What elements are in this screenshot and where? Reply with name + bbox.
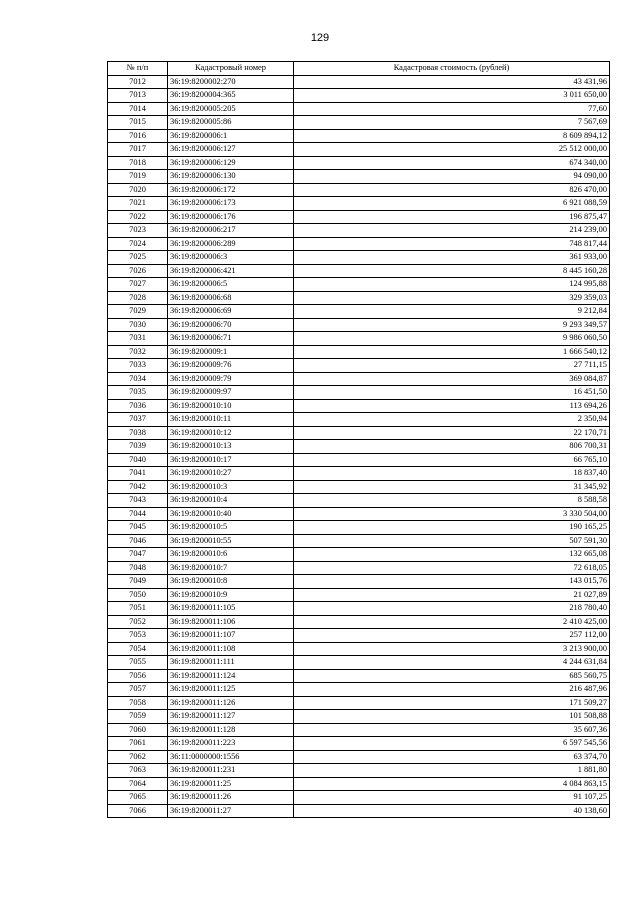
row-number-cell: 7046 — [108, 534, 168, 548]
row-number-cell: 7065 — [108, 791, 168, 805]
row-number-cell: 7027 — [108, 278, 168, 292]
table-row — [108, 548, 610, 562]
cadastral-value-cell: 94 090,00 — [294, 170, 610, 184]
row-number-cell: 7028 — [108, 291, 168, 305]
cadastral-value-cell: 21 027,89 — [294, 588, 610, 602]
cadastral-value-cell: 507 591,30 — [294, 534, 610, 548]
table-body — [108, 75, 610, 818]
cadastral-number-cell: 36:19:8200010:7 — [168, 561, 294, 575]
row-number-cell: 7039 — [108, 440, 168, 454]
row-number-cell: 7037 — [108, 413, 168, 427]
row-number-cell: 7045 — [108, 521, 168, 535]
table-row — [108, 183, 610, 197]
cadastral-value-cell: 8 588,58 — [294, 494, 610, 508]
cadastral-value-cell: 3 330 504,00 — [294, 507, 610, 521]
table-row — [108, 305, 610, 319]
cadastral-number-cell: 36:19:8200005:86 — [168, 116, 294, 130]
cadastral-number-cell: 36:19:8200011:107 — [168, 629, 294, 643]
row-number-cell: 7032 — [108, 345, 168, 359]
table-row — [108, 710, 610, 724]
cadastral-number-cell: 36:19:8200006:3 — [168, 251, 294, 265]
row-number-cell: 7036 — [108, 399, 168, 413]
row-number-cell: 7043 — [108, 494, 168, 508]
cadastral-number-cell: 36:19:8200010:4 — [168, 494, 294, 508]
cadastral-value-cell: 214 239,00 — [294, 224, 610, 238]
table-row — [108, 453, 610, 467]
cadastral-value-cell: 6 921 088,59 — [294, 197, 610, 211]
cadastral-value-cell: 124 995,88 — [294, 278, 610, 292]
table-row — [108, 264, 610, 278]
cadastral-value-cell: 43 431,96 — [294, 75, 610, 89]
row-number-cell: 7021 — [108, 197, 168, 211]
table-row — [108, 642, 610, 656]
column-header-cadastral-value: Кадастровая стоимость (рублей) — [294, 62, 610, 76]
cadastral-value-cell: 216 487,96 — [294, 683, 610, 697]
cadastral-number-cell: 36:19:8200006:68 — [168, 291, 294, 305]
cadastral-value-cell: 196 875,47 — [294, 210, 610, 224]
table-row — [108, 170, 610, 184]
row-number-cell: 7013 — [108, 89, 168, 103]
cadastral-number-cell: 36:19:8200010:10 — [168, 399, 294, 413]
table-row — [108, 251, 610, 265]
table-row — [108, 156, 610, 170]
cadastral-value-cell: 91 107,25 — [294, 791, 610, 805]
cadastral-value-cell: 361 933,00 — [294, 251, 610, 265]
table-row — [108, 656, 610, 670]
cadastral-number-cell: 36:19:8200010:6 — [168, 548, 294, 562]
cadastral-value-cell: 31 345,92 — [294, 480, 610, 494]
cadastral-value-cell: 748 817,44 — [294, 237, 610, 251]
cadastral-number-cell: 36:19:8200002:270 — [168, 75, 294, 89]
cadastral-number-cell: 36:19:8200010:5 — [168, 521, 294, 535]
table-row — [108, 102, 610, 116]
cadastral-number-cell: 36:19:8200009:97 — [168, 386, 294, 400]
cadastral-value-cell: 826 470,00 — [294, 183, 610, 197]
table-row — [108, 777, 610, 791]
cadastral-number-cell: 36:11:0000000:1556 — [168, 750, 294, 764]
cadastral-number-cell: 36:19:8200010:11 — [168, 413, 294, 427]
cadastral-value-cell: 4 084 863,15 — [294, 777, 610, 791]
cadastral-value-cell: 2 410 425,00 — [294, 615, 610, 629]
table-row — [108, 602, 610, 616]
row-number-cell: 7033 — [108, 359, 168, 373]
table-row — [108, 413, 610, 427]
table-row — [108, 480, 610, 494]
cadastral-value-cell: 72 618,05 — [294, 561, 610, 575]
row-number-cell: 7056 — [108, 669, 168, 683]
cadastral-number-cell: 36:19:8200011:223 — [168, 737, 294, 751]
table-row — [108, 278, 610, 292]
row-number-cell: 7064 — [108, 777, 168, 791]
cadastral-number-cell: 36:19:8200011:111 — [168, 656, 294, 670]
cadastral-number-cell: 36:19:8200011:127 — [168, 710, 294, 724]
cadastral-value-cell: 806 700,31 — [294, 440, 610, 454]
cadastral-value-cell: 7 567,69 — [294, 116, 610, 130]
row-number-cell: 7062 — [108, 750, 168, 764]
cadastral-number-cell: 36:19:8200010:8 — [168, 575, 294, 589]
row-number-cell: 7031 — [108, 332, 168, 346]
row-number-cell: 7024 — [108, 237, 168, 251]
cadastral-number-cell: 36:19:8200010:13 — [168, 440, 294, 454]
table-row — [108, 75, 610, 89]
cadastral-number-cell: 36:19:8200011:105 — [168, 602, 294, 616]
cadastral-number-cell: 36:19:8200006:127 — [168, 143, 294, 157]
cadastral-value-cell: 674 340,00 — [294, 156, 610, 170]
cadastral-number-cell: 36:19:8200009:1 — [168, 345, 294, 359]
cadastral-number-cell: 36:19:8200004:365 — [168, 89, 294, 103]
cadastral-value-cell: 1 666 540,12 — [294, 345, 610, 359]
row-number-cell: 7030 — [108, 318, 168, 332]
cadastral-value-cell: 143 015,76 — [294, 575, 610, 589]
cadastral-number-cell: 36:19:8200011:125 — [168, 683, 294, 697]
row-number-cell: 7059 — [108, 710, 168, 724]
cadastral-value-cell: 27 711,15 — [294, 359, 610, 373]
cadastral-value-cell: 9 212,84 — [294, 305, 610, 319]
cadastral-number-cell: 36:19:8200009:76 — [168, 359, 294, 373]
row-number-cell: 7022 — [108, 210, 168, 224]
row-number-cell: 7057 — [108, 683, 168, 697]
table-row — [108, 318, 610, 332]
row-number-cell: 7042 — [108, 480, 168, 494]
table-row — [108, 467, 610, 481]
table-row — [108, 507, 610, 521]
table-row — [108, 494, 610, 508]
table-row — [108, 575, 610, 589]
table-row — [108, 534, 610, 548]
table-row — [108, 332, 610, 346]
table-row — [108, 291, 610, 305]
cadastral-number-cell: 36:19:8200006:176 — [168, 210, 294, 224]
table-row — [108, 683, 610, 697]
table-row — [108, 669, 610, 683]
cadastral-number-cell: 36:19:8200011:126 — [168, 696, 294, 710]
table-row — [108, 129, 610, 143]
cadastral-value-cell: 77,60 — [294, 102, 610, 116]
cadastral-number-cell: 36:19:8200010:55 — [168, 534, 294, 548]
cadastral-number-cell: 36:19:8200010:40 — [168, 507, 294, 521]
table-row — [108, 629, 610, 643]
cadastral-number-cell: 36:19:8200011:128 — [168, 723, 294, 737]
row-number-cell: 7047 — [108, 548, 168, 562]
table-row — [108, 723, 610, 737]
table-row — [108, 143, 610, 157]
table-header-row — [108, 62, 610, 76]
cadastral-value-cell: 25 512 000,00 — [294, 143, 610, 157]
cadastral-value-cell: 66 765,10 — [294, 453, 610, 467]
row-number-cell: 7034 — [108, 372, 168, 386]
row-number-cell: 7066 — [108, 804, 168, 818]
cadastral-value-cell: 6 597 545,56 — [294, 737, 610, 751]
cadastral-value-cell: 171 509,27 — [294, 696, 610, 710]
row-number-cell: 7050 — [108, 588, 168, 602]
cadastral-value-table — [107, 61, 610, 818]
row-number-cell: 7017 — [108, 143, 168, 157]
cadastral-value-cell: 2 350,94 — [294, 413, 610, 427]
cadastral-number-cell: 36:19:8200006:1 — [168, 129, 294, 143]
cadastral-value-cell: 369 084,87 — [294, 372, 610, 386]
row-number-cell: 7040 — [108, 453, 168, 467]
cadastral-number-cell: 36:19:8200006:70 — [168, 318, 294, 332]
row-number-cell: 7051 — [108, 602, 168, 616]
table-row — [108, 615, 610, 629]
cadastral-value-cell: 4 244 631,84 — [294, 656, 610, 670]
cadastral-number-cell: 36:19:8200011:26 — [168, 791, 294, 805]
row-number-cell: 7061 — [108, 737, 168, 751]
cadastral-number-cell: 36:19:8200006:71 — [168, 332, 294, 346]
row-number-cell: 7054 — [108, 642, 168, 656]
cadastral-number-cell: 36:19:8200006:421 — [168, 264, 294, 278]
table-row — [108, 386, 610, 400]
cadastral-number-cell: 36:19:8200010:17 — [168, 453, 294, 467]
row-number-cell: 7058 — [108, 696, 168, 710]
row-number-cell: 7018 — [108, 156, 168, 170]
cadastral-value-cell: 35 607,36 — [294, 723, 610, 737]
row-number-cell: 7023 — [108, 224, 168, 238]
row-number-cell: 7049 — [108, 575, 168, 589]
cadastral-value-cell: 685 560,75 — [294, 669, 610, 683]
row-number-cell: 7026 — [108, 264, 168, 278]
cadastral-number-cell: 36:19:8200006:289 — [168, 237, 294, 251]
column-header-cadastral-number: Кадастровый номер — [168, 62, 294, 76]
row-number-cell: 7035 — [108, 386, 168, 400]
cadastral-number-cell: 36:19:8200011:27 — [168, 804, 294, 818]
cadastral-number-cell: 36:19:8200006:69 — [168, 305, 294, 319]
row-number-cell: 7038 — [108, 426, 168, 440]
table-row — [108, 399, 610, 413]
table-row — [108, 197, 610, 211]
cadastral-value-cell: 3 011 650,00 — [294, 89, 610, 103]
table-row — [108, 345, 610, 359]
cadastral-number-cell: 36:19:8200006:173 — [168, 197, 294, 211]
cadastral-value-cell: 190 165,25 — [294, 521, 610, 535]
cadastral-number-cell: 36:19:8200006:5 — [168, 278, 294, 292]
row-number-cell: 7055 — [108, 656, 168, 670]
cadastral-number-cell: 36:19:8200011:124 — [168, 669, 294, 683]
row-number-cell: 7016 — [108, 129, 168, 143]
row-number-cell: 7053 — [108, 629, 168, 643]
table-row — [108, 89, 610, 103]
table-row — [108, 804, 610, 818]
table-row — [108, 750, 610, 764]
table-row — [108, 521, 610, 535]
cadastral-number-cell: 36:19:8200006:129 — [168, 156, 294, 170]
cadastral-number-cell: 36:19:8200011:108 — [168, 642, 294, 656]
cadastral-value-cell: 40 138,60 — [294, 804, 610, 818]
table-row — [108, 372, 610, 386]
cadastral-value-cell: 22 170,71 — [294, 426, 610, 440]
cadastral-value-cell: 101 508,88 — [294, 710, 610, 724]
cadastral-value-cell: 9 986 060,50 — [294, 332, 610, 346]
cadastral-value-cell: 257 112,00 — [294, 629, 610, 643]
cadastral-number-cell: 36:19:8200010:9 — [168, 588, 294, 602]
table-row — [108, 764, 610, 778]
table-row — [108, 737, 610, 751]
page-number: 129 — [310, 32, 330, 44]
row-number-cell: 7020 — [108, 183, 168, 197]
cadastral-value-cell: 8 609 894,12 — [294, 129, 610, 143]
table-row — [108, 561, 610, 575]
row-number-cell: 7015 — [108, 116, 168, 130]
cadastral-value-cell: 18 837,40 — [294, 467, 610, 481]
row-number-cell: 7025 — [108, 251, 168, 265]
cadastral-number-cell: 36:19:8200006:217 — [168, 224, 294, 238]
table-row — [108, 210, 610, 224]
cadastral-value-cell: 63 374,70 — [294, 750, 610, 764]
row-number-cell: 7060 — [108, 723, 168, 737]
table-row — [108, 440, 610, 454]
table-row — [108, 791, 610, 805]
row-number-cell: 7012 — [108, 75, 168, 89]
cadastral-number-cell: 36:19:8200011:231 — [168, 764, 294, 778]
row-number-cell: 7014 — [108, 102, 168, 116]
column-header-number: № п/п — [108, 62, 168, 76]
cadastral-number-cell: 36:19:8200010:3 — [168, 480, 294, 494]
row-number-cell: 7041 — [108, 467, 168, 481]
row-number-cell: 7029 — [108, 305, 168, 319]
cadastral-value-cell: 3 213 900,00 — [294, 642, 610, 656]
cadastral-value-cell: 113 694,26 — [294, 399, 610, 413]
table-row — [108, 588, 610, 602]
table-row — [108, 359, 610, 373]
table-row — [108, 696, 610, 710]
row-number-cell: 7063 — [108, 764, 168, 778]
cadastral-value-cell: 329 359,03 — [294, 291, 610, 305]
cadastral-value-cell: 9 293 349,57 — [294, 318, 610, 332]
cadastral-value-cell: 1 881,80 — [294, 764, 610, 778]
table-row — [108, 224, 610, 238]
cadastral-number-cell: 36:19:8200006:130 — [168, 170, 294, 184]
cadastral-number-cell: 36:19:8200006:172 — [168, 183, 294, 197]
row-number-cell: 7044 — [108, 507, 168, 521]
cadastral-value-cell: 132 665,08 — [294, 548, 610, 562]
cadastral-value-cell: 16 451,50 — [294, 386, 610, 400]
cadastral-number-cell: 36:19:8200005:205 — [168, 102, 294, 116]
cadastral-number-cell: 36:19:8200011:106 — [168, 615, 294, 629]
cadastral-number-cell: 36:19:8200011:25 — [168, 777, 294, 791]
cadastral-number-cell: 36:19:8200009:79 — [168, 372, 294, 386]
cadastral-number-cell: 36:19:8200010:27 — [168, 467, 294, 481]
row-number-cell: 7052 — [108, 615, 168, 629]
row-number-cell: 7019 — [108, 170, 168, 184]
cadastral-value-cell: 218 780,40 — [294, 602, 610, 616]
cadastral-value-cell: 8 445 160,28 — [294, 264, 610, 278]
table-row — [108, 116, 610, 130]
table-row — [108, 237, 610, 251]
table-row — [108, 426, 610, 440]
row-number-cell: 7048 — [108, 561, 168, 575]
cadastral-number-cell: 36:19:8200010:12 — [168, 426, 294, 440]
